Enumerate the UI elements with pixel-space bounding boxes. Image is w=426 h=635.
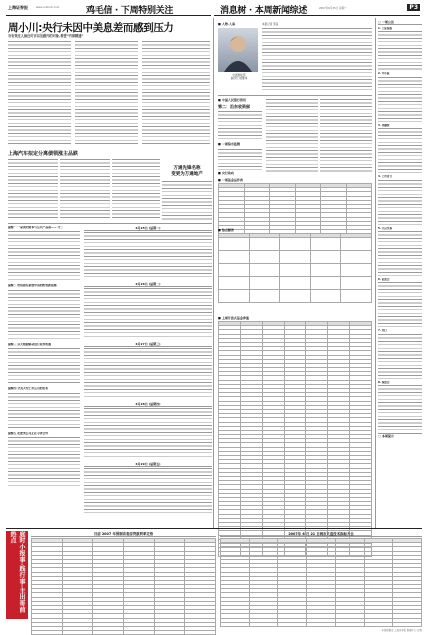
fund-table [218,183,372,234]
divider-right-1 [218,95,372,96]
note-d-title: 提醒四 全美大型上市公司的发布 [8,387,49,391]
timeline-date-1: 6月25日 (星期一) [84,226,212,231]
header-left [6,4,211,16]
article2-title: 上海汽车拟定分离债领涨主品跌 [8,151,79,157]
sidebar-item-7: 7. 央行 [378,329,387,333]
center-divider [213,18,214,528]
right-date: 2007年6月25日 星期一 [319,7,347,10]
sidebar-body-4 [378,179,422,225]
article2-col2 [60,158,110,220]
sidebar-item-6: 6. 证监会 [378,278,390,282]
left-paper-title: 上海证券报 [8,5,28,10]
note-d-body [8,392,80,428]
article-body-col1 [8,40,71,146]
pboc-article-a [218,110,262,140]
sidebar-bottom-title: □ 本周提示 [378,433,422,438]
sidebar-body-8 [378,384,422,430]
pboc-article-b [266,98,318,174]
people-box-label: ■ 人物·人事 [218,22,236,26]
note-a-title: 提醒一 一家国内资本与公共产品商—— 今二 [8,226,64,229]
timeline-day-1 [84,226,212,279]
main-subheadline: 当有效注入抽注可否以及跟内的对象,希望“内部精通” [8,34,84,38]
header-right [214,4,420,16]
page-number: P3 [409,4,418,11]
fund-table-grid [218,183,372,234]
note-e-body [8,436,80,486]
loan-rate-title: 目前 2007 年预制首套房贷款利率走势 [31,531,216,537]
hot-box-label: ■ 热点解读 [218,228,234,232]
person-photo [218,28,258,72]
timeline-body-3 [84,347,212,399]
person-caption: 中国财政部 副部长 楼继伟 [230,74,248,81]
note-b-title: 提醒二 价值股有新股申请的配售新措施 [8,284,57,288]
sidebar-body-2 [378,76,422,122]
footer-note: 本版数据由 上海证券报 数据中心 提供 [381,628,422,632]
article-body-col2 [75,40,138,146]
article2-col3 [112,158,160,220]
divider-left-mid [8,223,212,224]
timeline [84,226,212,526]
right-section-title: 消息树 · 本周新闻综述 [220,6,308,16]
sidebar-item-4: 4. 上市首日 [378,175,393,179]
note-c-body [8,347,80,383]
weekly-table [218,233,372,303]
loan-rate-section [31,531,216,619]
timeline-body-1 [84,231,212,279]
sidebar-body-1 [378,30,422,70]
sidebar-body-5 [378,230,422,276]
left-url: www.cnstock.com [36,6,60,9]
sidebar-title: □ 一周公告 [378,20,422,25]
note-c-title: 提醒三 以大数据驱动进行业务机遇 [8,342,51,346]
article2-col1 [8,158,58,220]
sidebar-item-8: 8. 保监会 [378,380,390,384]
sidebar [378,20,422,525]
sidebar-body-3 [378,127,422,173]
timeline-date-5: 6月29日 (星期五) [84,462,212,467]
main-headline: 周小川:央行未因中美息差而感到压力 [8,22,174,34]
sub-article-body [162,180,212,220]
sidebar-body-6 [378,281,422,327]
nav-table [218,321,372,557]
timeline-date-4: 6月28日 (星期四) [84,402,212,407]
nav-table-title: ■ 上周开放式基金净值 [218,316,249,320]
fund-table-title: ■ 一周基金运作表 [218,178,243,182]
timeline-day-5 [84,462,212,515]
sidebar-item-2: 2. 中小板 [378,72,390,76]
tech-index-title: 2007年 6 月 21 日两市大盘技术指标大全 [220,531,422,537]
bottom-strip-rule [6,528,422,529]
loan-rate-table [31,538,216,635]
person-photo-icon [218,28,258,72]
sidebar-item-1: 1. 上证综指 [378,27,393,30]
timeline-date-3: 6月27日 (星期三) [84,342,212,347]
tech-index-section [220,531,422,632]
sidebar-divider [375,18,376,528]
sidebar-item-3: 3. 再融资 [378,123,390,127]
article-body-col3 [142,40,210,146]
author-line: 本报记者 邹良 [262,23,279,26]
nav-table-grid [218,321,372,557]
weekly-table-grid [218,233,372,303]
sub-article-title: 万通先锋名称 变更为万通地产 [171,166,203,177]
sidebar-body-7 [378,333,422,379]
note-a-body [8,230,80,280]
bond-article [218,148,262,170]
notes-column [8,226,80,526]
timeline-day-4 [84,402,212,459]
sidebar-item-5: 5. 大宗交易 [378,226,393,230]
tech-index-table [220,538,422,627]
bottom-banner [6,531,28,619]
timeline-body-2 [84,287,212,339]
central-bank-label: ■ 央行动向 [218,171,234,175]
note-b-body [8,289,80,339]
timeline-day-2 [84,282,212,339]
bond-box-label: ■ 一周债市监测 [218,142,240,146]
timeline-date-2: 6月26日 (星期二) [84,282,212,287]
bottom-banner-text: 庭时小报事·践行事·主出哥前热点 [9,531,25,614]
timeline-body-4 [84,407,212,459]
timeline-day-3 [84,342,212,399]
note-e-title: 提醒五 化肥类公司正在寻求合作 [8,431,49,435]
pboc-article-c [320,98,372,174]
pboc-box-label: ■ 中国人民银行资讯 [218,98,246,102]
timeline-body-5 [84,467,212,515]
people-article [262,27,372,93]
left-section-title: 鸡毛信 · 下周特别关注 [86,6,174,16]
mid-headline: 第二：沿东收资部 [218,104,250,109]
